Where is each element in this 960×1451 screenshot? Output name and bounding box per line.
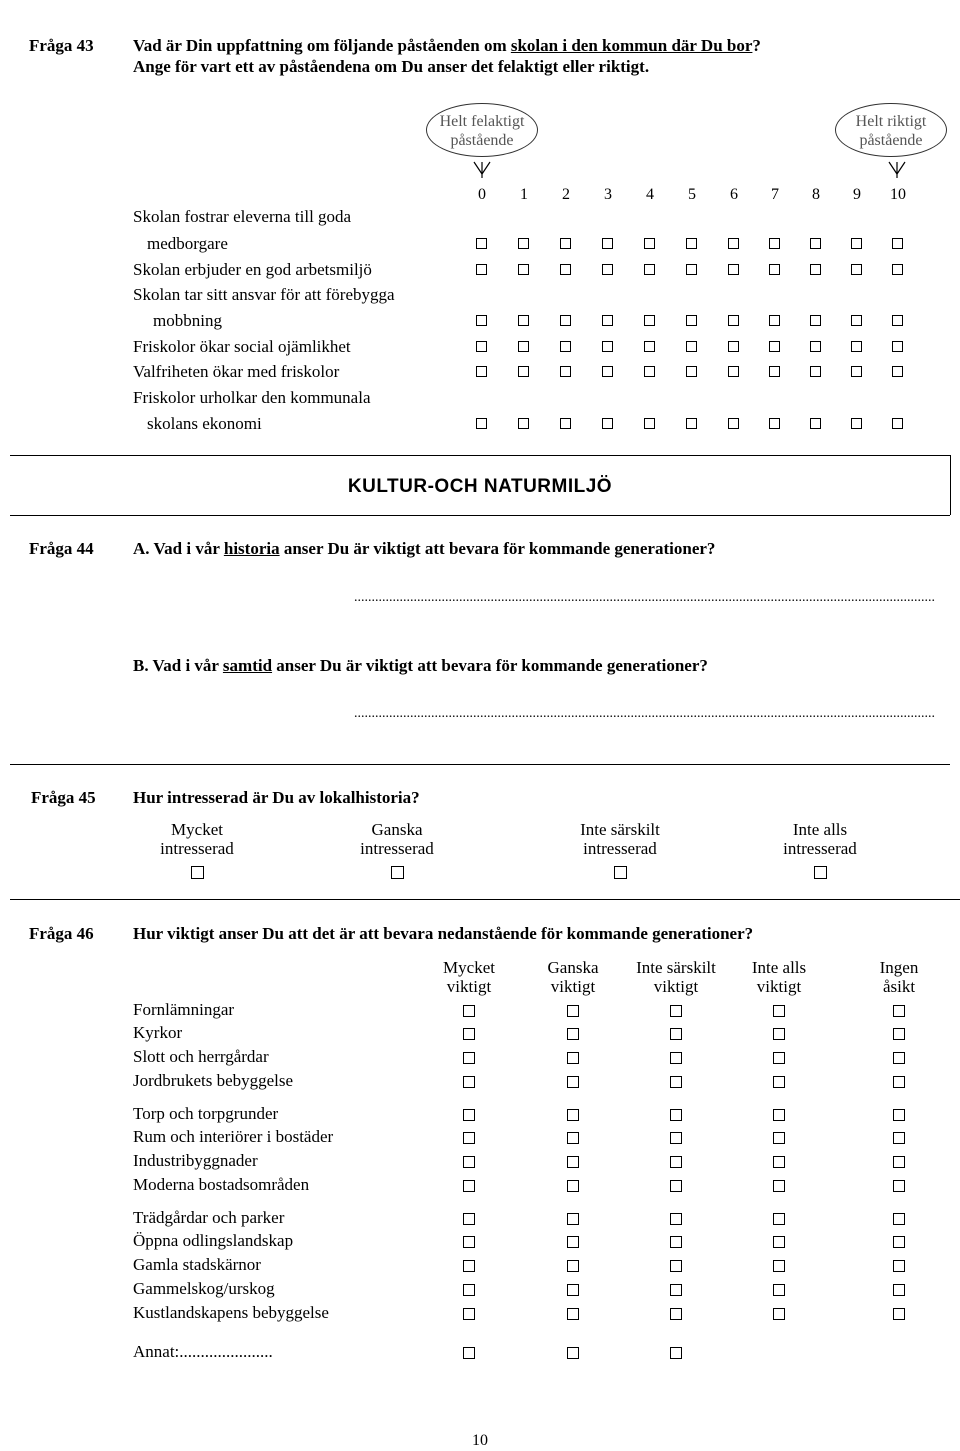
q46-item-8-checkbox-4[interactable] <box>773 1180 785 1192</box>
q46-item-2-checkbox-5[interactable] <box>893 1028 905 1040</box>
section-title: KULTUR-OCH NATURMILJÖ <box>347 476 613 497</box>
q46-column-3-line1: Inte särskilt <box>636 958 716 977</box>
q45-option-1-line1: Mycket <box>171 820 223 839</box>
q44-a-answer-field[interactable]: ...................................................................................................................................................................... <box>354 590 935 605</box>
q46-item-6-checkbox-1[interactable] <box>463 1132 475 1144</box>
statement-3-line1: Skolan tar sitt ansvar för att förebygga <box>133 285 395 304</box>
statement-5-checkbox-5[interactable] <box>686 366 697 377</box>
statement-5-checkbox-2[interactable] <box>560 366 571 377</box>
q46-item-9-checkbox-1[interactable] <box>463 1213 475 1225</box>
q46-item-3-checkbox-5[interactable] <box>893 1052 905 1064</box>
q46-item-4-checkbox-5[interactable] <box>893 1076 905 1088</box>
statement-2-checkbox-8[interactable] <box>810 264 821 275</box>
q45-option-2-line1: Ganska <box>371 820 423 839</box>
q44-a-underlined: historia <box>223 539 280 558</box>
down-arrow-icon <box>470 160 494 184</box>
q46-item-label: Trädgårdar och parker <box>133 1208 285 1227</box>
statement-5-checkbox-6[interactable] <box>728 366 739 377</box>
q44-a-end: anser Du är viktigt att bevara för kommande generationer? <box>279 539 716 558</box>
statement-4-checkbox-1[interactable] <box>518 341 529 352</box>
q43-question-text: Vad är Din uppfattning om följande påståenden om <box>133 36 511 55</box>
q46-item-5-checkbox-4[interactable] <box>773 1109 785 1121</box>
statement-3-line2: mobbning <box>153 311 222 330</box>
q46-item-2-checkbox-4[interactable] <box>773 1028 785 1040</box>
q45-option-3-line2: intresserad <box>583 839 657 858</box>
statement-1-checkbox-8[interactable] <box>810 238 821 249</box>
q46-column-1-line1: Mycket <box>443 958 495 977</box>
statement-6-checkbox-4[interactable] <box>644 418 655 429</box>
q46-item-8-checkbox-3[interactable] <box>670 1180 682 1192</box>
statement-3-checkbox-5[interactable] <box>686 315 697 326</box>
statement-3-checkbox-8[interactable] <box>810 315 821 326</box>
q46-item-10-checkbox-2[interactable] <box>567 1236 579 1248</box>
q46-item-3-checkbox-1[interactable] <box>463 1052 475 1064</box>
q46-item-5-checkbox-5[interactable] <box>893 1109 905 1121</box>
statement-6-checkbox-10[interactable] <box>892 418 903 429</box>
statement-4-checkbox-9[interactable] <box>851 341 862 352</box>
right-anchor-bubble <box>835 103 947 157</box>
statement-5-checkbox-0[interactable] <box>476 366 487 377</box>
q44-question-b <box>133 656 708 676</box>
statement-5-checkbox-10[interactable] <box>892 366 903 377</box>
statement-2-checkbox-2[interactable] <box>560 264 571 275</box>
statement-1-line1: Skolan fostrar eleverna till goda <box>133 207 352 226</box>
statement-5-checkbox-7[interactable] <box>769 366 780 377</box>
statement-3-checkbox-2[interactable] <box>560 315 571 326</box>
q45-option-1-line2: intresserad <box>160 839 234 858</box>
q45-option-2-checkbox[interactable] <box>391 866 404 879</box>
q46-item-9-checkbox-2[interactable] <box>567 1213 579 1225</box>
q46-item-label: Gammelskog/urskog <box>133 1279 275 1298</box>
q46-item-label: Rum och interiörer i bostäder <box>133 1127 334 1146</box>
q46-item-11-checkbox-3[interactable] <box>670 1260 682 1272</box>
right-anchor-line2: påstående <box>859 132 923 149</box>
q46-item-4-checkbox-3[interactable] <box>670 1076 682 1088</box>
q46-item-11-checkbox-4[interactable] <box>773 1260 785 1272</box>
q46-item-9-checkbox-4[interactable] <box>773 1213 785 1225</box>
q45-option-1-checkbox[interactable] <box>191 866 204 879</box>
q45-label: Fråga 45 <box>31 788 96 807</box>
q46-item-11-checkbox-2[interactable] <box>567 1260 579 1272</box>
q46-item-7-checkbox-4[interactable] <box>773 1156 785 1168</box>
statement-4-checkbox-5[interactable] <box>686 341 697 352</box>
q46-question: Hur viktigt anser Du att det är att bevara nedanstående för kommande generationer? <box>133 924 754 943</box>
q45-option-4-line2: intresserad <box>783 839 857 858</box>
q46-item-13-checkbox-5[interactable] <box>893 1308 905 1320</box>
q46-item-label: Slott och herrgårdar <box>133 1047 269 1066</box>
q46-item-label: Industribyggnader <box>133 1151 258 1170</box>
q46-item-10-checkbox-3[interactable] <box>670 1236 682 1248</box>
q45-question: Hur intresserad är Du av lokalhistoria? <box>133 788 420 807</box>
statement-3-checkbox-6[interactable] <box>728 315 739 326</box>
statement-2-checkbox-5[interactable] <box>686 264 697 275</box>
q45-option-4-line1: Inte alls <box>792 820 848 839</box>
scale-label-10: 10 <box>890 186 906 203</box>
left-anchor-line2: påstående <box>450 132 514 149</box>
q46-label: Fråga 46 <box>29 924 94 943</box>
q46-item-8-checkbox-2[interactable] <box>567 1180 579 1192</box>
q46-column-4-line1: Inte alls <box>751 958 807 977</box>
q46-item-13-checkbox-1[interactable] <box>463 1308 475 1320</box>
scale-label-5: 5 <box>688 186 696 203</box>
divider-q45-top <box>10 764 950 765</box>
left-anchor-bubble <box>426 103 538 157</box>
statement-6-line1: Friskolor urholkar den kommunala <box>133 388 371 407</box>
q46-other-checkbox-2[interactable] <box>567 1347 579 1359</box>
q44-a-text: A. Vad i vår <box>133 539 224 558</box>
statement-1-line2: medborgare <box>147 234 228 253</box>
q44-b-underlined: samtid <box>222 656 273 675</box>
q44-question-a <box>133 539 715 559</box>
q46-item-label: Moderna bostadsområden <box>133 1175 310 1194</box>
scale-label-9: 9 <box>853 186 861 203</box>
q46-column-2-line2: viktigt <box>550 977 596 996</box>
q46-item-11-checkbox-1[interactable] <box>463 1260 475 1272</box>
q46-item-2-checkbox-1[interactable] <box>463 1028 475 1040</box>
statement-2-checkbox-7[interactable] <box>769 264 780 275</box>
statement-1-checkbox-10[interactable] <box>892 238 903 249</box>
q46-item-label: Kyrkor <box>133 1023 183 1042</box>
statement-4-checkbox-0[interactable] <box>476 341 487 352</box>
q46-item-3-checkbox-2[interactable] <box>567 1052 579 1064</box>
q46-item-13-checkbox-4[interactable] <box>773 1308 785 1320</box>
statement-1-checkbox-3[interactable] <box>602 238 613 249</box>
q46-item-7-checkbox-1[interactable] <box>463 1156 475 1168</box>
q45-option-3-line1: Inte särskilt <box>580 820 660 839</box>
q46-item-12-checkbox-2[interactable] <box>567 1284 579 1296</box>
scale-label-4: 4 <box>646 186 654 203</box>
statement-4-checkbox-3[interactable] <box>602 341 613 352</box>
q46-item-label: Fornlämningar <box>133 1000 235 1019</box>
q46-item-12-checkbox-1[interactable] <box>463 1284 475 1296</box>
q43-question-end: ? <box>752 36 761 55</box>
q46-item-9-checkbox-5[interactable] <box>893 1213 905 1225</box>
q46-item-6-checkbox-4[interactable] <box>773 1132 785 1144</box>
q46-item-1-checkbox-3[interactable] <box>670 1005 682 1017</box>
q46-other-checkbox-1[interactable] <box>463 1347 475 1359</box>
q46-item-4-checkbox-4[interactable] <box>773 1076 785 1088</box>
q46-item-7-checkbox-5[interactable] <box>893 1156 905 1168</box>
q46-item-11-checkbox-5[interactable] <box>893 1260 905 1272</box>
statement-3-checkbox-4[interactable] <box>644 315 655 326</box>
right-anchor-line1: Helt riktigt <box>855 113 927 130</box>
q46-item-5-checkbox-1[interactable] <box>463 1109 475 1121</box>
statement-2-checkbox-9[interactable] <box>851 264 862 275</box>
statement-3-checkbox-7[interactable] <box>769 315 780 326</box>
scale-label-6: 6 <box>730 186 738 203</box>
q44-b-end: anser Du är viktigt att bevara för kommande generationer? <box>272 656 708 675</box>
q46-item-label: Jordbrukets bebyggelse <box>133 1071 294 1090</box>
statement-3-checkbox-3[interactable] <box>602 315 613 326</box>
q46-item-3-checkbox-4[interactable] <box>773 1052 785 1064</box>
q46-item-3-checkbox-3[interactable] <box>670 1052 682 1064</box>
statement-4-checkbox-7[interactable] <box>769 341 780 352</box>
q46-column-3-line2: viktigt <box>653 977 699 996</box>
statement-1-checkbox-5[interactable] <box>686 238 697 249</box>
statement-6-checkbox-8[interactable] <box>810 418 821 429</box>
scale-label-8: 8 <box>812 186 820 203</box>
divider-q46-top <box>10 899 960 900</box>
q46-column-5-line1: Ingen <box>879 958 919 977</box>
q46-item-1-checkbox-1[interactable] <box>463 1005 475 1017</box>
statement-6-checkbox-6[interactable] <box>728 418 739 429</box>
statement-3-checkbox-1[interactable] <box>518 315 529 326</box>
q45-option-4-checkbox[interactable] <box>814 866 827 879</box>
scale-label-3: 3 <box>604 186 612 203</box>
statement-5: Valfriheten ökar med friskolor <box>133 362 340 381</box>
q46-item-6-checkbox-5[interactable] <box>893 1132 905 1144</box>
q43-question-line2: Ange för vart ett av påståendena om Du anser det felaktigt eller riktigt. <box>133 57 650 76</box>
q46-item-2-checkbox-2[interactable] <box>567 1028 579 1040</box>
q46-item-1-checkbox-4[interactable] <box>773 1005 785 1017</box>
q45-option-3-checkbox[interactable] <box>614 866 627 879</box>
statement-2-checkbox-6[interactable] <box>728 264 739 275</box>
statement-4-checkbox-6[interactable] <box>728 341 739 352</box>
q46-item-10-checkbox-1[interactable] <box>463 1236 475 1248</box>
left-anchor-line1: Helt felaktigt <box>439 113 525 130</box>
statement-5-checkbox-4[interactable] <box>644 366 655 377</box>
q46-column-1-line2: viktigt <box>446 977 492 996</box>
q45-option-2-line2: intresserad <box>360 839 434 858</box>
q46-item-label: Gamla stadskärnor <box>133 1255 261 1274</box>
statement-5-checkbox-8[interactable] <box>810 366 821 377</box>
q46-item-6-checkbox-2[interactable] <box>567 1132 579 1144</box>
q46-item-4-checkbox-1[interactable] <box>463 1076 475 1088</box>
statement-6-line2: skolans ekonomi <box>147 414 262 433</box>
q46-item-13-checkbox-2[interactable] <box>567 1308 579 1320</box>
scale-label-0: 0 <box>478 186 486 203</box>
statement-3-checkbox-10[interactable] <box>892 315 903 326</box>
statement-6-checkbox-5[interactable] <box>686 418 697 429</box>
statement-2: Skolan erbjuder en god arbetsmiljö <box>133 260 372 279</box>
scale-label-2: 2 <box>562 186 570 203</box>
q46-item-5-checkbox-2[interactable] <box>567 1109 579 1121</box>
q46-other-label[interactable]: Annat:...................... <box>133 1342 273 1361</box>
q46-item-5-checkbox-3[interactable] <box>670 1109 682 1121</box>
statement-2-checkbox-10[interactable] <box>892 264 903 275</box>
q46-item-label: Öppna odlingslandskap <box>133 1231 294 1250</box>
q46-item-12-checkbox-5[interactable] <box>893 1284 905 1296</box>
q46-item-12-checkbox-4[interactable] <box>773 1284 785 1296</box>
q46-item-7-checkbox-3[interactable] <box>670 1156 682 1168</box>
q46-column-2-line1: Ganska <box>547 958 599 977</box>
q46-column-4-line2: viktigt <box>756 977 802 996</box>
statement-2-checkbox-0[interactable] <box>476 264 487 275</box>
statement-4: Friskolor ökar social ojämlikhet <box>133 337 351 356</box>
q44-b-answer-field[interactable]: ...................................................................................................................................................................... <box>354 706 935 721</box>
q46-item-8-checkbox-5[interactable] <box>893 1180 905 1192</box>
q46-item-10-checkbox-5[interactable] <box>893 1236 905 1248</box>
statement-5-checkbox-1[interactable] <box>518 366 529 377</box>
statement-4-checkbox-10[interactable] <box>892 341 903 352</box>
q46-column-5-line2: åsikt <box>882 977 916 996</box>
scale-label-1: 1 <box>520 186 528 203</box>
q43-question-underlined: skolan i den kommun där Du bor <box>510 36 753 55</box>
statement-5-checkbox-9[interactable] <box>851 366 862 377</box>
statement-6-checkbox-7[interactable] <box>769 418 780 429</box>
statement-6-checkbox-3[interactable] <box>602 418 613 429</box>
statement-6-checkbox-9[interactable] <box>851 418 862 429</box>
statement-2-checkbox-4[interactable] <box>644 264 655 275</box>
scale-label-7: 7 <box>771 186 779 203</box>
q46-item-6-checkbox-3[interactable] <box>670 1132 682 1144</box>
q46-item-12-checkbox-3[interactable] <box>670 1284 682 1296</box>
statement-5-checkbox-3[interactable] <box>602 366 613 377</box>
q46-item-1-checkbox-5[interactable] <box>893 1005 905 1017</box>
statement-6-checkbox-1[interactable] <box>518 418 529 429</box>
q46-item-label: Kustlandskapens bebyggelse <box>133 1303 329 1322</box>
q46-item-10-checkbox-4[interactable] <box>773 1236 785 1248</box>
q46-item-1-checkbox-2[interactable] <box>567 1005 579 1017</box>
down-arrow-icon <box>885 160 909 184</box>
q46-item-4-checkbox-2[interactable] <box>567 1076 579 1088</box>
statement-6-checkbox-0[interactable] <box>476 418 487 429</box>
statement-4-checkbox-4[interactable] <box>644 341 655 352</box>
statement-6-checkbox-2[interactable] <box>560 418 571 429</box>
q46-item-9-checkbox-3[interactable] <box>670 1213 682 1225</box>
q46-item-13-checkbox-3[interactable] <box>670 1308 682 1320</box>
q44-label: Fråga 44 <box>29 539 94 558</box>
section-divider-top <box>10 455 950 456</box>
q46-item-7-checkbox-2[interactable] <box>567 1156 579 1168</box>
statement-1-checkbox-4[interactable] <box>644 238 655 249</box>
statement-1-checkbox-2[interactable] <box>560 238 571 249</box>
q43-question-line1 <box>133 36 761 56</box>
page-number: 10 <box>472 1432 488 1449</box>
q46-item-label: Torp och torpgrunder <box>133 1104 279 1123</box>
section-divider-bottom <box>10 515 950 516</box>
statement-4-checkbox-8[interactable] <box>810 341 821 352</box>
statement-2-checkbox-1[interactable] <box>518 264 529 275</box>
statement-3-checkbox-9[interactable] <box>851 315 862 326</box>
q46-item-8-checkbox-1[interactable] <box>463 1180 475 1192</box>
statement-1-checkbox-7[interactable] <box>769 238 780 249</box>
statement-1-checkbox-0[interactable] <box>476 238 487 249</box>
statement-4-checkbox-2[interactable] <box>560 341 571 352</box>
q43-label: Fråga 43 <box>29 36 94 55</box>
q46-other-checkbox-3[interactable] <box>670 1347 682 1359</box>
statement-3-checkbox-0[interactable] <box>476 315 487 326</box>
statement-2-checkbox-3[interactable] <box>602 264 613 275</box>
statement-1-checkbox-1[interactable] <box>518 238 529 249</box>
q44-b-text: B. Vad i vår <box>133 656 223 675</box>
q46-item-2-checkbox-3[interactable] <box>670 1028 682 1040</box>
statement-1-checkbox-9[interactable] <box>851 238 862 249</box>
statement-1-checkbox-6[interactable] <box>728 238 739 249</box>
